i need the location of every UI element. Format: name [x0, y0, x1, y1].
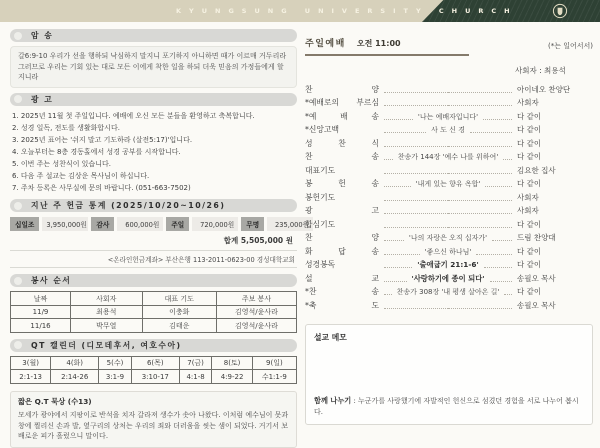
dotted-leader: [384, 308, 512, 311]
dotted-leader: [384, 274, 512, 284]
dotted-leader: [384, 227, 512, 230]
worship-order-list: [305, 81, 593, 311]
qt-meditation-box: [10, 391, 297, 448]
service-cell: 11/9: [11, 305, 71, 319]
worship-row: [305, 243, 593, 257]
recitation-title: 암 송: [31, 31, 54, 40]
dotted-leader: [384, 213, 512, 216]
worship-item-label: *예 배 송: [305, 111, 379, 121]
offering-amount: 3,950,000원: [42, 217, 88, 231]
offering-total-amount: 5,505,000 원: [240, 236, 293, 246]
dotted-leader: [384, 146, 512, 149]
qt-day: 9(일): [252, 356, 296, 370]
worship-item-detail: 사 도 신 경: [431, 126, 465, 134]
dotted-leader: [384, 105, 512, 108]
share-together-label: 함께 나누기: [314, 396, 352, 406]
qt-meditation-text: 모세가 광야에서 지팡이로 반석을 치자 갈라져 생수가 솟아 나왔다. 이처럼 예수님이 못과 창에 찔리신 손과 발, 옆구리의 상처는 우리의 죄와 더러움을 씻는 샘이 되었다. 거기서 보배로운 피가 흘렀으니 말이다.: [18, 410, 289, 441]
qt-calendar-table: [10, 356, 297, 384]
worship-item-label: 대표기도: [305, 165, 336, 175]
worship-title-block: [305, 31, 469, 56]
offering-amount: 720,000원: [192, 217, 238, 231]
service-col-header: 날짜: [11, 292, 71, 306]
worship-item-who: 사회자: [517, 192, 539, 202]
worship-title: 주일예배: [305, 39, 346, 49]
qt-reading: 2:1-13: [11, 370, 51, 384]
worship-item-who: 송필오 목사: [517, 273, 556, 283]
worship-item-label: 설 교: [305, 273, 379, 283]
right-page: [305, 31, 593, 425]
service-header-row: [11, 292, 297, 306]
offering-amount: 600,000원: [117, 217, 163, 231]
worship-row: [305, 216, 593, 230]
worship-item-who: 김요한 집사: [517, 165, 556, 175]
worship-item-detail: 찬송가 308장 '내 평생 살아온 길': [396, 288, 500, 296]
dotted-leader: [384, 173, 512, 176]
qt-readings-row: [11, 370, 297, 384]
section-header-qt-calendar: [10, 339, 297, 352]
worship-row: [305, 135, 593, 149]
dotted-leader: [384, 152, 512, 162]
worship-item-who: 다 같이: [517, 125, 542, 134]
service-table: [10, 291, 297, 333]
offering-label: 주일: [166, 217, 189, 231]
announcement-item: 2. 성경 일독, 전도를 생활화합시다.: [12, 123, 120, 132]
worship-row: [305, 95, 593, 109]
worship-item-detail: '좋으신 하나님': [424, 247, 472, 256]
share-together-text: : 누군가를 사랑했기에 자발적인 헌신으로 섬겼던 경험을 서로 나누어 봅시다.: [314, 397, 579, 416]
worship-item-label: 찬 양: [305, 84, 379, 94]
worship-item-who: 드림 찬양대: [517, 233, 556, 242]
announcement-item: 3. 2025년 표어는 '쉬지 말고 기도하라 (살전5:17)'입니다.: [12, 135, 193, 144]
worship-item-detail: '사랑하기에 종이 되다': [411, 273, 485, 283]
dotted-leader: [384, 92, 512, 95]
worship-item-detail: '내게 있는 향유 옥합': [415, 180, 481, 188]
presider-label: 사회자 : 최용석: [515, 66, 566, 75]
dotted-leader: [384, 112, 512, 122]
qt-reading: 2:14-26: [51, 370, 99, 384]
worship-item-label: *신앙고백: [305, 125, 340, 134]
offering-total: [10, 235, 297, 246]
sermon-memo-box: [305, 324, 593, 425]
offering-label: 감사: [91, 217, 114, 231]
announcement-item: 4. 오늘부터는 8층 경동홀에서 성경 공부를 시작합니다.: [12, 148, 181, 157]
worship-header: [305, 31, 593, 56]
worship-item-who: 다 같이: [517, 138, 542, 148]
qt-day: 3(월): [11, 356, 51, 370]
worship-item-who: 다 같이: [517, 260, 542, 269]
dotted-leader: [384, 200, 512, 203]
worship-row: [305, 284, 593, 298]
qt-day: 7(금): [179, 356, 212, 370]
announcement-item: 6. 다음 주 설교는 김상운 목사님이 하십니다.: [12, 172, 150, 181]
worship-item-detail: '출애굽기 21:1-6': [417, 260, 479, 269]
recitation-verse: 갈6:9-10 우리가 선을 행하되 낙심하지 말지니 포기하지 아니하면 때가 이르매 거두리라 그러므로 우리는 기회 있는 대로 모든 이에게 착한 일을 하되 더욱 믿음의 가정들에게 할지니라: [10, 46, 297, 88]
announcement-item: 7. 주차 등록은 사무실에 문의 바랍니다. (051-663-7502): [12, 184, 191, 193]
table-row: [11, 305, 297, 319]
announcement-list: [10, 110, 297, 195]
section-header-recitation: [10, 29, 297, 42]
worship-item-detail: 찬송가 144장 '예수 나를 위하여': [397, 153, 499, 161]
service-cell: 박무열: [71, 319, 143, 333]
worship-item-detail: '나는 예배자입니다': [417, 112, 479, 121]
dotted-leader: [384, 247, 512, 257]
worship-item-who: 다 같이: [517, 179, 542, 188]
worship-item-who: 다 같이: [517, 152, 542, 161]
worship-item-label: 광 고: [305, 206, 379, 215]
worship-row: [305, 176, 593, 190]
worship-item-label: 봉 헌 송: [305, 179, 379, 188]
qt-days-row: [11, 356, 297, 370]
qt-reading: 4:9-22: [212, 370, 252, 384]
service-cell: 김영석/윤사라: [216, 319, 296, 333]
worship-row: [305, 122, 593, 136]
worship-item-who: 사회자: [517, 98, 539, 107]
service-cell: 11/16: [11, 319, 71, 333]
worship-item-label: *찬 송: [305, 287, 379, 296]
worship-item-who: 사회자: [517, 206, 539, 215]
worship-item-label: 합심기도: [305, 219, 336, 229]
top-banner: [0, 0, 600, 22]
qt-reading: 수1:1-9: [252, 370, 296, 384]
worship-row: [305, 149, 593, 163]
service-cell: 이충화: [142, 305, 216, 319]
worship-item-label: 찬 양: [305, 233, 379, 242]
offering-label: 십일조: [10, 217, 39, 231]
dotted-leader: [384, 125, 512, 135]
worship-item-label: *예배로의 부르심: [305, 98, 379, 107]
online-offering-account: <온라인헌금계좌> 부산은행 113-2011-0623-00 경성대학교회: [10, 250, 297, 268]
service-col-header: 대표 기도: [142, 292, 216, 306]
worship-row: [305, 81, 593, 95]
qt-day: 4(화): [51, 356, 99, 370]
standing-note: (*는 일어서서): [548, 42, 593, 50]
dotted-leader: [384, 260, 512, 270]
offering-total-label: 합계: [223, 236, 239, 246]
worship-row: [305, 162, 593, 176]
worship-row: [305, 257, 593, 271]
worship-row: [305, 297, 593, 311]
qt-reading: 3:10-17: [131, 370, 179, 384]
worship-time: 오전 11:00: [356, 39, 401, 48]
section-header-announcements: [10, 93, 297, 106]
worship-item-who: 다 같이: [517, 246, 542, 256]
church-name-title: KYUNGSUNG UNIVERSITY CHURCH: [176, 7, 518, 15]
worship-item-detail: '나의 자랑은 오직 십자가': [408, 234, 488, 242]
worship-item-label: 찬 송: [305, 152, 379, 161]
worship-item-label: 봉헌기도: [305, 192, 336, 202]
left-page: [10, 29, 310, 448]
share-together-note: [314, 396, 584, 417]
section-header-service: [10, 274, 297, 287]
sermon-memo-title: 설교 메모: [314, 332, 347, 342]
offering-amount: 235,000원: [267, 217, 313, 231]
announcement-item: 1. 2025년 11월 첫 주일입니다. 예배에 오신 모든 분들을 환영하고 축복합니다.: [12, 111, 255, 120]
worship-row: [305, 270, 593, 284]
announcements-title: 광 고: [31, 94, 54, 104]
offering-title: 지난 주 헌금 통계 (2025/10/20~10/26): [31, 201, 226, 211]
service-col-header: 주보 봉사: [216, 292, 296, 306]
table-row: [11, 319, 297, 333]
worship-item-label: 성 찬 식: [305, 138, 379, 148]
worship-item-who: 다 같이: [517, 287, 542, 296]
service-cell: 김태운: [142, 319, 216, 333]
qt-day: 5(수): [99, 356, 132, 370]
qt-meditation-title: 짧은 Q.T 묵상 (수13): [18, 396, 92, 406]
worship-item-who: 다 같이: [517, 111, 542, 121]
worship-item-label: 성경봉독: [305, 260, 336, 269]
dotted-leader: [384, 287, 512, 297]
dotted-leader: [384, 179, 512, 189]
announcement-item: 5. 이번 주는 성찬식이 있습니다.: [12, 160, 111, 169]
qt-reading: 3:1-9: [99, 370, 132, 384]
worship-item-who: 다 같이: [517, 219, 542, 229]
qt-calendar-title: QT 캘린더 (디모데후서, 여호수아): [31, 340, 182, 350]
qt-day: 8(토): [212, 356, 252, 370]
worship-row: [305, 189, 593, 203]
service-cell: 최용석: [71, 305, 143, 319]
section-header-offering: [10, 199, 297, 212]
worship-item-who: 아이네오 찬양단: [517, 84, 571, 94]
service-col-header: 사회자: [71, 292, 143, 306]
offering-row: [10, 217, 310, 231]
worship-row: [305, 203, 593, 217]
worship-item-label: 화 답 송: [305, 246, 379, 256]
worship-row: [305, 230, 593, 244]
worship-item-label: *축 도: [305, 300, 379, 310]
dotted-leader: [384, 233, 512, 243]
offering-label: 무명: [241, 217, 264, 231]
qt-reading: 4:1-8: [179, 370, 212, 384]
church-logo-icon: [552, 3, 568, 19]
service-cell: 김영석/윤사라: [216, 305, 296, 319]
qt-day: 6(목): [131, 356, 179, 370]
worship-row: [305, 108, 593, 122]
worship-item-who: 송필오 목사: [517, 300, 556, 310]
service-title: 봉사 순서: [31, 276, 72, 286]
